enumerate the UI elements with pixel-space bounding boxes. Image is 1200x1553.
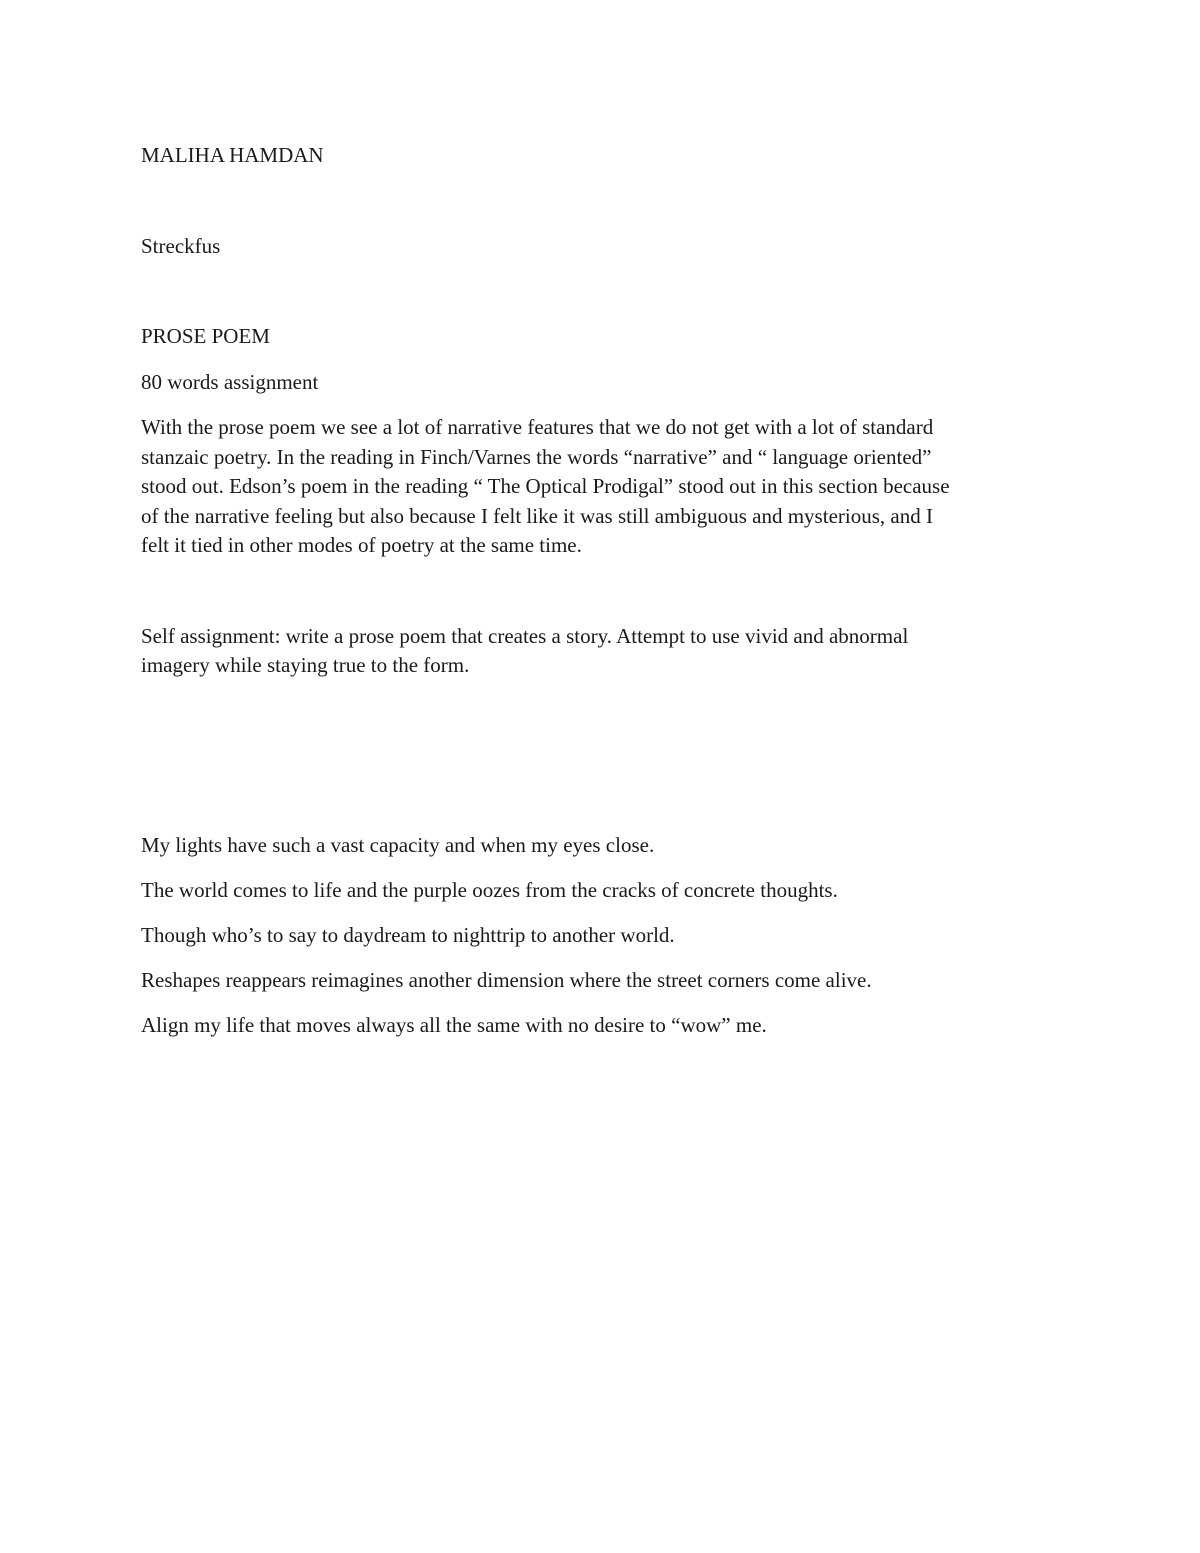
self-assignment-line: Self assignment: write a prose poem that creates a story. Attempt to use vivid and abnormal [141, 623, 909, 648]
response-line: stanzaic poetry. In the reading in Finch/Varnes the words “narrative” and “ language oriented” [141, 444, 932, 469]
response-line: stood out. Edson’s poem in the reading “ The Optical Prodigal” stood out in this section because [141, 474, 950, 498]
poem-line: The world comes to life and the purple oozes from the cracks of concrete thoughts. [141, 877, 838, 902]
document-body [141, 141, 1061, 1056]
author-name: MALIHA HAMDAN [141, 143, 324, 167]
response-line: felt it tied in other modes of poetry at the same time. [141, 533, 582, 557]
response-paragraph [141, 413, 1061, 561]
instructor-name: Streckfus [141, 233, 221, 258]
poem-line: My lights have such a vast capacity and when my eyes close. [141, 832, 655, 857]
poem [141, 831, 1061, 1041]
document-subtitle: 80 words assignment [141, 369, 319, 394]
response-line: of the narrative feeling but also because I felt like it was still ambiguous and mysterious, and I [141, 503, 933, 528]
poem-line: Align my life that moves always all the same with no desire to “wow” me. [141, 1012, 767, 1037]
poem-line: Reshapes reappears reimagines another dimension where the street corners come alive. [141, 967, 872, 992]
self-assignment-paragraph [141, 622, 1061, 681]
poem-line: Though who’s to say to daydream to nighttrip to another world. [141, 922, 675, 947]
response-line: With the prose poem we see a lot of narrative features that we do not get with a lot of standard [141, 415, 934, 439]
self-assignment-line: imagery while staying true to the form. [141, 653, 470, 677]
document-title: PROSE POEM [141, 324, 270, 348]
